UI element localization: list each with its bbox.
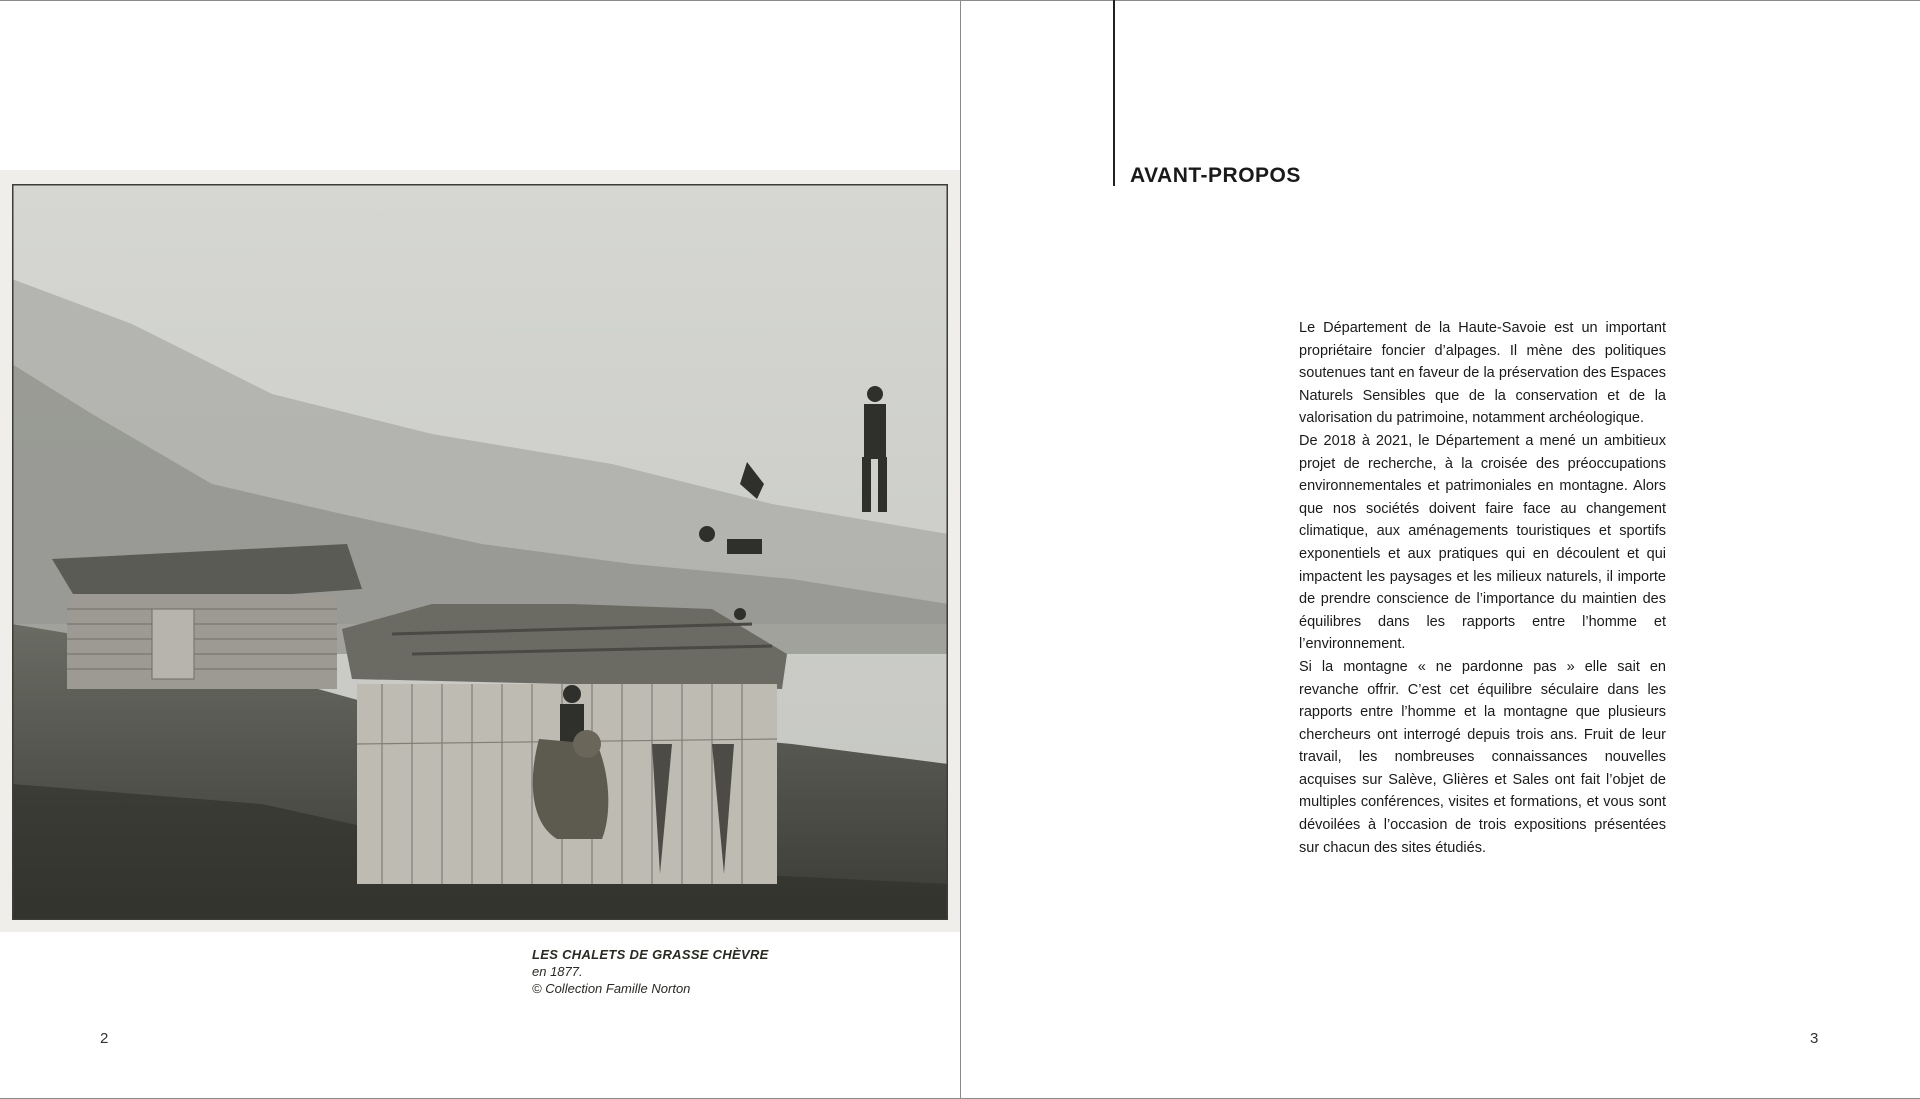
caption-title: LES CHALETS DE GRASSE CHÈVRE — [532, 947, 769, 962]
page-number-right: 3 — [1810, 1030, 1819, 1047]
paragraph: De 2018 à 2021, le Département a mené un ambitieux projet de recherche, à la croisée des préoccupations environnementales et patrimoniales en montagne. Alors que nos sociétés doivent faire face au changement climatique, aux aménagements touristiques et sportifs exponentiels et aux pratiques qui en découlent et qui impactent les paysages et les milieux naturels, il importe de prendre conscience de l’importance du maintien des équilibres dans les rapports entre l’homme et l’environnement. — [1299, 432, 1666, 653]
foreword-body — [1299, 317, 1666, 859]
photo-mount — [0, 170, 960, 932]
section-title: AVANT-PROPOS — [1130, 164, 1301, 187]
paragraph: Si la montagne « ne pardonne pas » elle sait en revanche offrir. C’est cet équilibre séculaire dans les rapports entre l’homme et la montagne que plusieurs chercheurs ont interrogé depuis trois ans. Fruit de leur travail, les nombreuses connaissances nouvelles acquises sur Salève, Glières et Sales ont fait l’objet de multiples conférences, visites et formations, et vous sont dévoilées à l’occasion de trois expositions présentées sur chacun des sites étudiés. — [1299, 658, 1666, 856]
photo-caption — [532, 946, 932, 997]
title-rule — [1113, 0, 1115, 186]
photo-illustration — [12, 184, 948, 920]
page-gutter — [960, 0, 961, 1099]
historic-photograph — [12, 184, 948, 920]
caption-date: en 1877. — [532, 964, 583, 979]
page-number-left: 2 — [100, 1030, 109, 1047]
paragraph: Le Département de la Haute-Savoie est un important propriétaire foncier d’alpages. Il mène des politiques soutenues tant en faveur de la préservation des Espaces Naturels Sensibles que de la conservation et de la valorisation du patrimoine, notamment archéologique. — [1299, 320, 1666, 427]
caption-credit: © Collection Famille Norton — [532, 981, 691, 996]
